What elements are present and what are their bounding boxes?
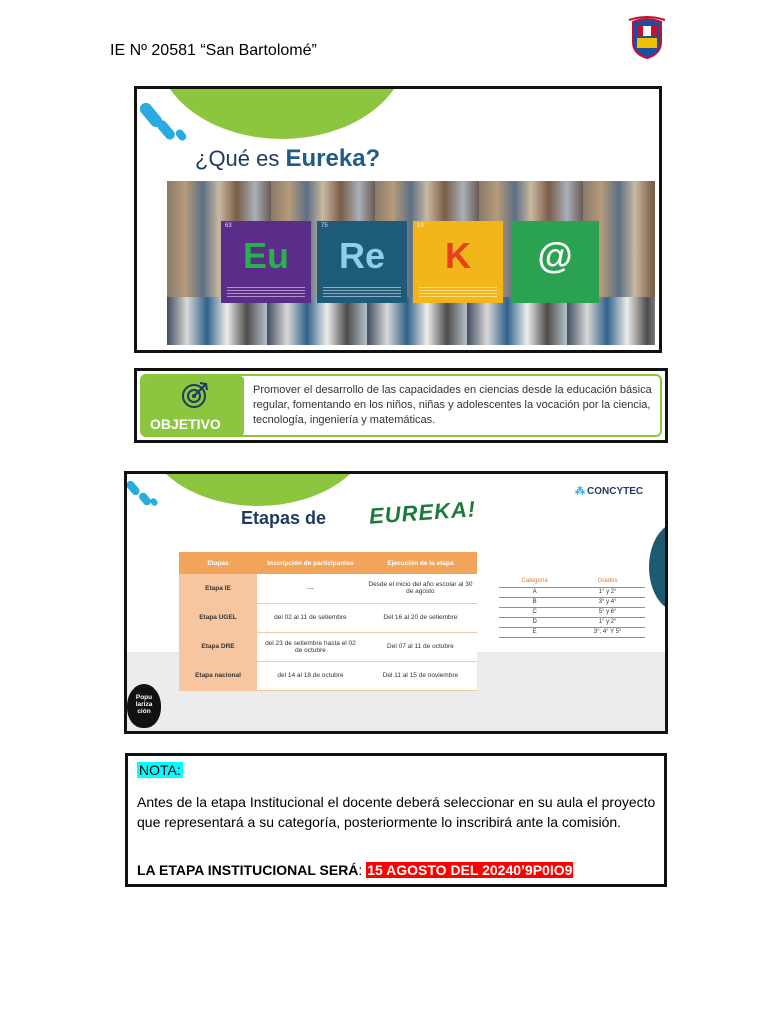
table-row: [499, 597, 645, 607]
objetivo-text: Promover el desarrollo de las capacidades en ciencias desde la educación básica regular, fomentando en los niños, niñas y adolescentes la vocación por la ciencia, tecnología, ingeniería y matemáticas.: [253, 384, 652, 426]
nota-box: [125, 753, 667, 887]
decorative-blue-dash: [149, 497, 159, 507]
grades-cell: 1° y 2°: [570, 587, 645, 597]
stages-header: Ejecución de la etapa: [364, 552, 477, 574]
stage-registration: del 23 de setiembre hasta el 02 de octubre: [257, 632, 364, 661]
tile-caption-lines: [227, 287, 305, 297]
tile-number: 19: [417, 223, 424, 229]
que-es-eureka-image: [134, 86, 662, 353]
stage-registration: ---: [257, 574, 364, 603]
que-es-eureka-heading: [195, 145, 380, 173]
table-row: [179, 661, 477, 690]
heading-prefix: ¿Qué es: [195, 146, 280, 171]
decorative-green-arc: [157, 86, 407, 139]
table-row: [499, 587, 645, 597]
stage-name: Etapa DRE: [179, 632, 257, 661]
institutional-stage-date: 15 AGOSTO DEL 20240’9P0IO9: [367, 862, 573, 878]
grades-cell: 3°, 4° Y 5°: [570, 627, 645, 637]
stage-execution: Desde el inicio del año escolar al 30 de agosto: [364, 574, 477, 603]
stages-header: Inscripción de participantes: [257, 552, 364, 574]
objetivo-label: OBJETIVO: [150, 416, 221, 432]
photo-collage-bottom-row: [167, 297, 655, 345]
categories-table: [499, 576, 645, 638]
table-row: [179, 603, 477, 632]
tile-symbol: Eu: [242, 235, 289, 276]
tile-caption-lines: [323, 287, 401, 297]
nota-footer: [137, 862, 573, 878]
flask-text: Popu lariza ción: [135, 694, 153, 715]
table-row: [499, 607, 645, 617]
objetivo-banner: [134, 368, 668, 443]
grades-cell: 3° y 4°: [570, 597, 645, 607]
grades-cell: 5° y 6°: [570, 607, 645, 617]
stages-header: Etapas: [179, 552, 257, 574]
page-header-title: IE Nº 20581 “San Bartolomé”: [110, 42, 317, 59]
decorative-green-arc: [143, 471, 373, 506]
decorative-blue-dash: [155, 118, 177, 141]
table-row: [179, 574, 477, 603]
student-photo-collage: [167, 181, 655, 345]
categories-header: Grados: [570, 576, 645, 587]
categories-header: Categoría: [499, 576, 570, 587]
stage-registration: del 02 al 11 de setiembre: [257, 603, 364, 632]
nota-label: NOTA:: [139, 762, 181, 778]
target-icon: [180, 380, 210, 410]
heading-word: Eureka?: [285, 145, 381, 172]
tile-number: 75: [321, 223, 328, 229]
tile-symbol: K: [445, 235, 471, 276]
stage-execution: Del 07 al 11 de octubre: [364, 632, 477, 661]
category-cell: E: [499, 627, 570, 637]
concytec-logo: [575, 486, 643, 497]
stage-registration: del 14 al 18 de octubre: [257, 661, 364, 690]
stage-name: Etapa IE: [179, 574, 257, 603]
decorative-teal-circle: [649, 522, 668, 612]
tile-symbol: Re: [338, 235, 386, 276]
concytec-name: CONCYTEC: [587, 486, 644, 497]
objetivo-label-box: [142, 376, 244, 436]
popularizacion-flask-icon: [127, 684, 161, 728]
category-cell: A: [499, 587, 570, 597]
element-tile-eu: [221, 221, 311, 303]
table-row: [499, 617, 645, 627]
stage-execution: Del 11 al 15 de noviembre: [364, 661, 477, 690]
decorative-blue-dash: [174, 128, 188, 142]
stage-execution: Del 16 al 20 de setiembre: [364, 603, 477, 632]
table-row: [499, 627, 645, 637]
nota-footer-separator: :: [358, 862, 367, 878]
concytec-dots-icon: ⁂: [575, 486, 585, 497]
nota-footer-label: LA ETAPA INSTITUCIONAL SERÁ: [137, 862, 359, 878]
stages-table: [179, 552, 477, 691]
grades-cell: 1° y 2°: [570, 617, 645, 627]
eureka-logo: EUREKA!: [368, 496, 477, 529]
tile-number: 63: [225, 223, 232, 229]
stage-name: Etapa nacional: [179, 661, 257, 690]
etapas-title: Etapas de: [241, 508, 327, 528]
category-cell: D: [499, 617, 570, 627]
etapas-de-eureka-image: [124, 471, 668, 734]
element-tile-k: [413, 221, 503, 303]
category-cell: B: [499, 597, 570, 607]
element-tile-at: [511, 221, 599, 303]
school-crest-logo: [627, 16, 667, 60]
element-tile-re: [317, 221, 407, 303]
stage-name: Etapa UGEL: [179, 603, 257, 632]
nota-body: Antes de la etapa Institucional el docente deberá seleccionar en su aula el proyecto que representará a su categoría, posteriormente lo inscribirá ante la comisión.: [137, 794, 656, 830]
tile-caption-lines: [419, 287, 497, 297]
category-cell: C: [499, 607, 570, 617]
table-row: [179, 632, 477, 661]
tile-symbol: @: [537, 235, 573, 276]
